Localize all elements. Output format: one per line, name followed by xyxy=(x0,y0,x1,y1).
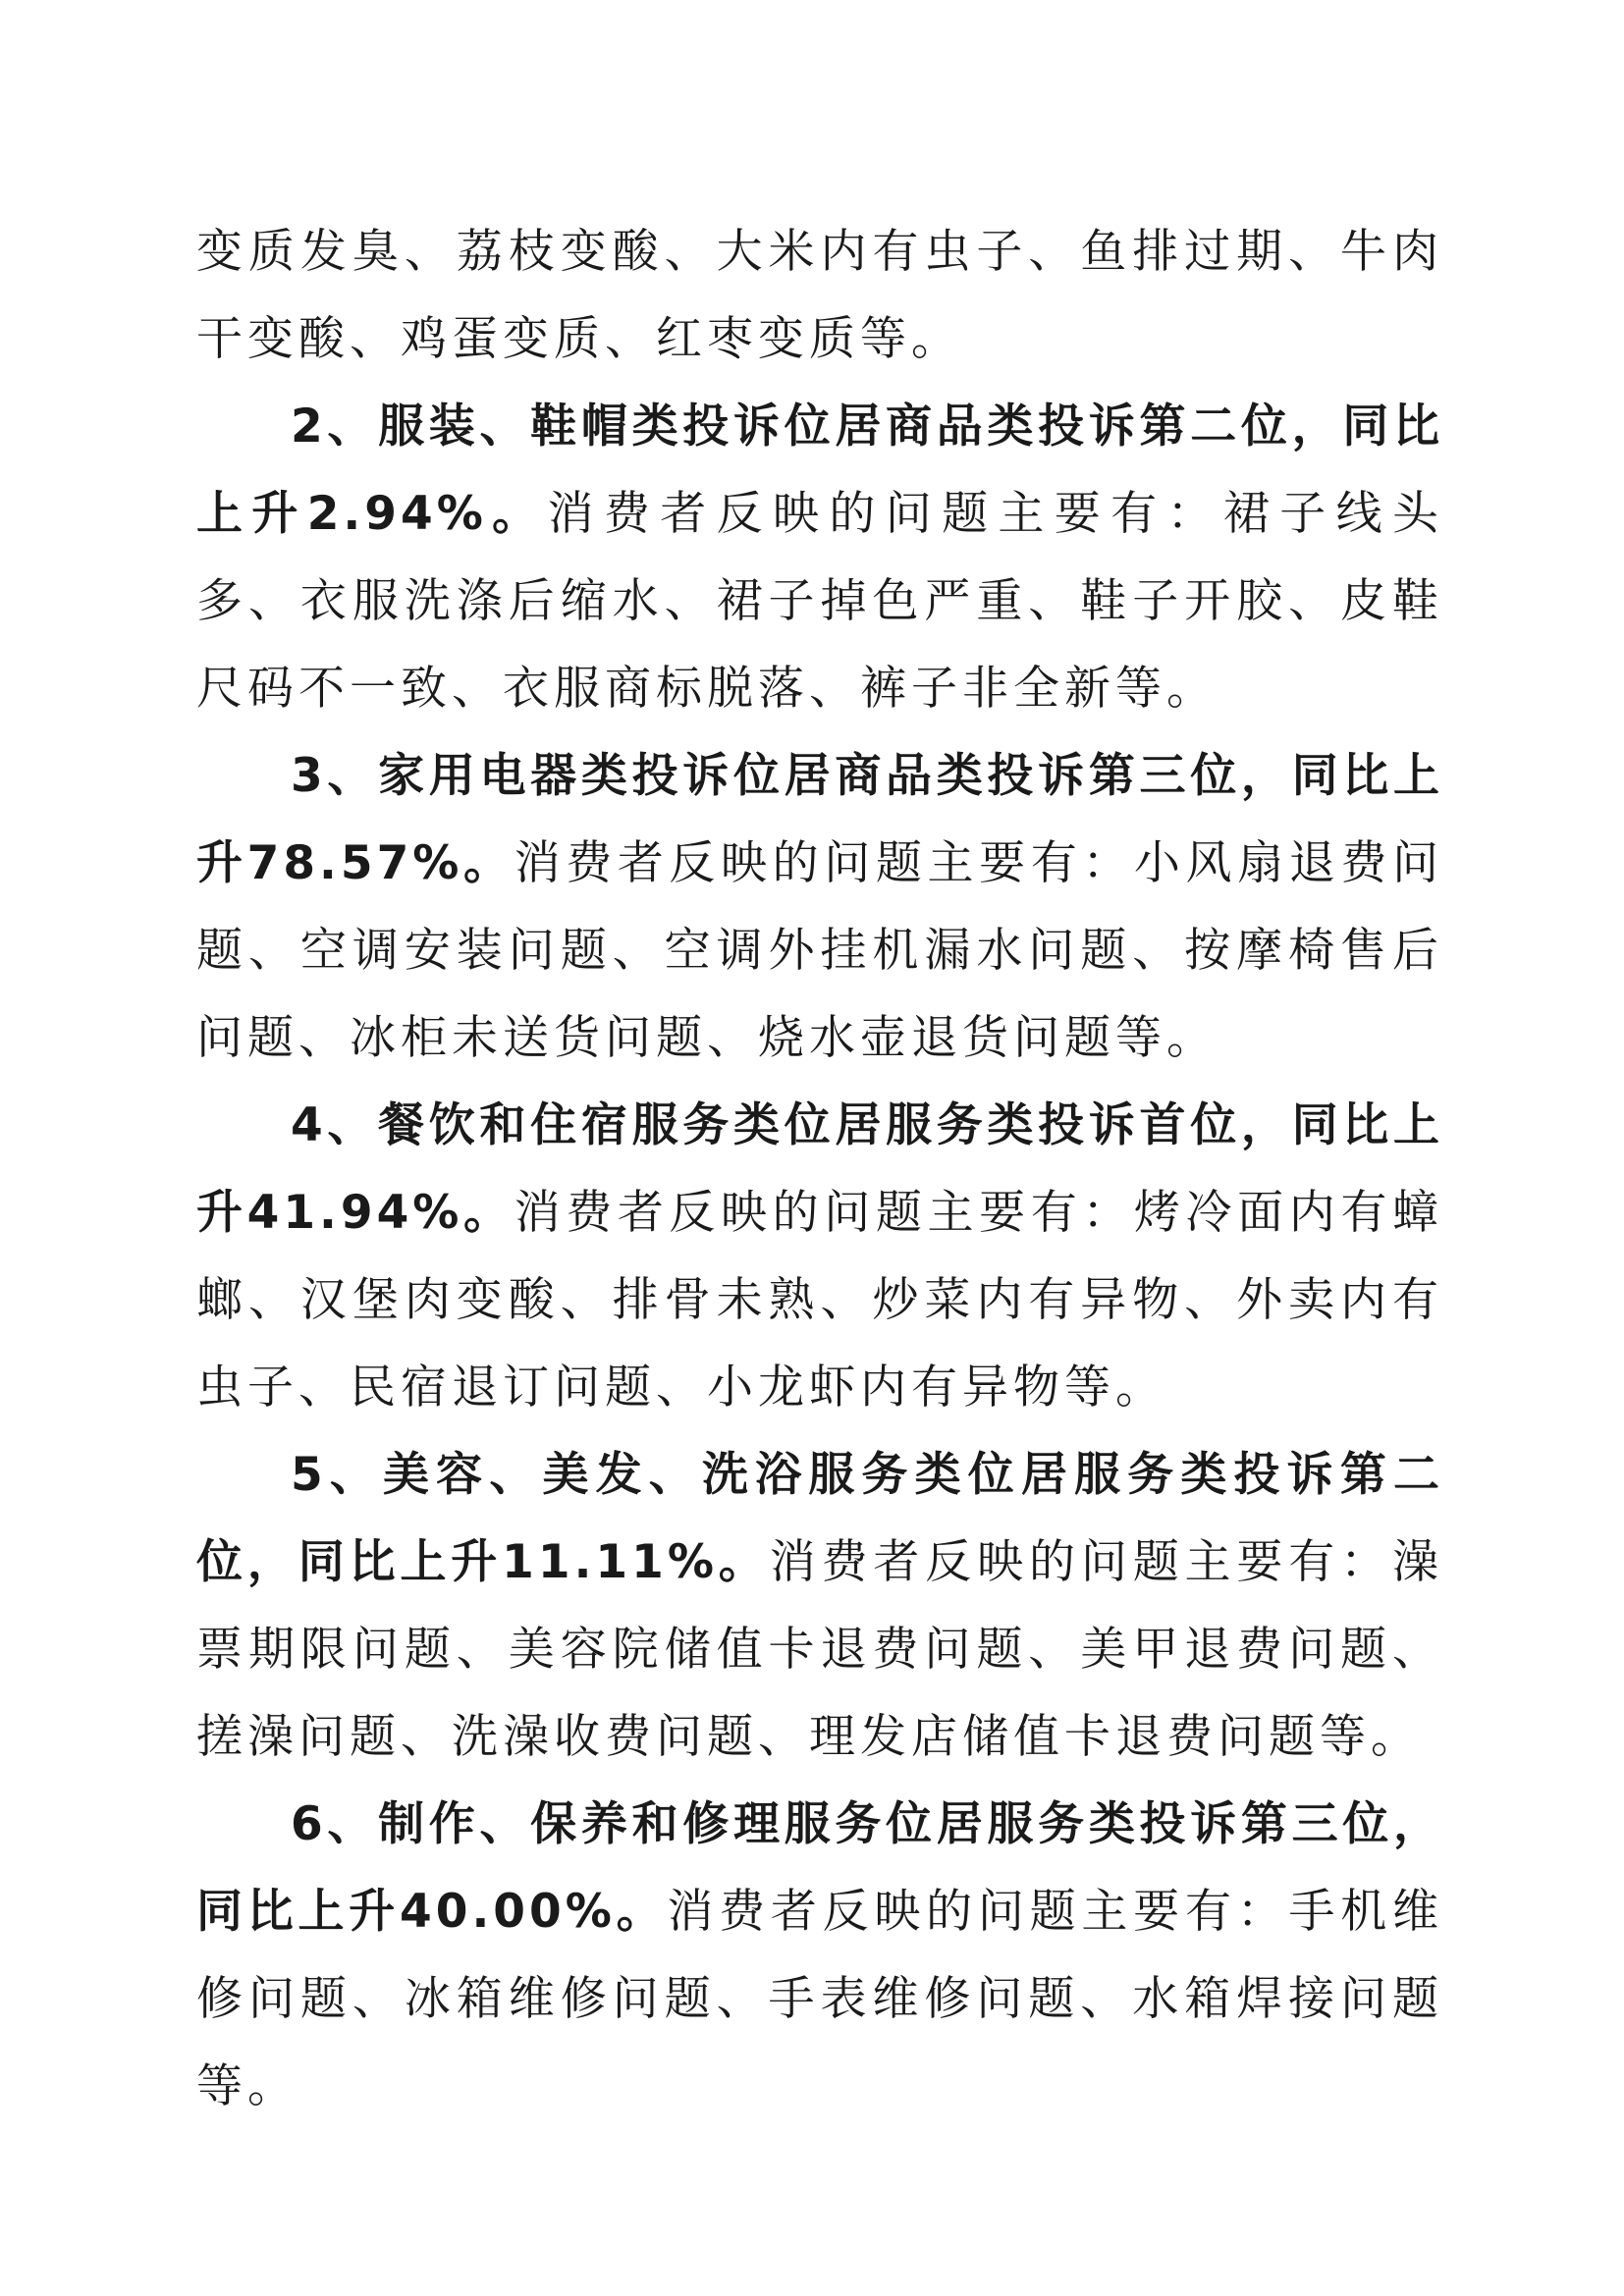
paragraph-body: 变质发臭、荔枝变酸、大米内有虫子、鱼排过期、牛肉干变酸、鸡蛋变质、红枣变质等。 xyxy=(196,225,1443,366)
paragraph-lead: 2、服装、鞋帽类投诉位居商品类投诉第二位，同比上升2.94%。 xyxy=(196,400,1443,541)
paragraph-home-appliances xyxy=(196,732,1443,1082)
paragraph-lead: 5、美容、美发、洗浴服务类位居服务类投诉第二位，同比上升11.11%。 xyxy=(196,1448,1443,1589)
paragraph-repair-services xyxy=(196,1781,1443,2130)
paragraph-body: 消费者反映的问题主要有：裙子线头多、衣服洗涤后缩水、裙子掉色严重、鞋子开胶、皮鞋尺码不一致、衣服商标脱落、裤子非全新等。 xyxy=(196,487,1443,716)
paragraph-body: 消费者反映的问题主要有：澡票期限问题、美容院储值卡退费问题、美甲退费问题、搓澡问题、洗澡收费问题、理发店储值卡退费问题等。 xyxy=(196,1535,1443,1764)
paragraph-lead: 6、制作、保养和修理服务位居服务类投诉第三位，同比上升40.00%。 xyxy=(196,1797,1443,1939)
paragraph-clothing-shoes xyxy=(196,383,1443,732)
paragraph-lead: 4、餐饮和住宿服务类位居服务类投诉首位，同比上升41.94%。 xyxy=(196,1098,1443,1240)
document-page xyxy=(196,208,1443,2130)
paragraph-body: 消费者反映的问题主要有：小风扇退费问题、空调安装问题、空调外挂机漏水问题、按摩椅售后问题、冰柜未送货问题、烧水壶退货问题等。 xyxy=(196,836,1443,1065)
paragraph-beauty-bathing xyxy=(196,1431,1443,1781)
paragraph-catering-lodging xyxy=(196,1082,1443,1431)
paragraph-continued xyxy=(196,208,1443,383)
paragraph-lead: 3、家用电器类投诉位居商品类投诉第三位，同比上升78.57%。 xyxy=(196,749,1443,890)
paragraph-body: 消费者反映的问题主要有：手机维修问题、冰箱维修问题、手表维修问题、水箱焊接问题等。 xyxy=(196,1885,1443,2113)
paragraph-body: 消费者反映的问题主要有：烤冷面内有蟑螂、汉堡肉变酸、排骨未熟、炒菜内有异物、外卖内有虫子、民宿退订问题、小龙虾内有异物等。 xyxy=(196,1186,1443,1415)
